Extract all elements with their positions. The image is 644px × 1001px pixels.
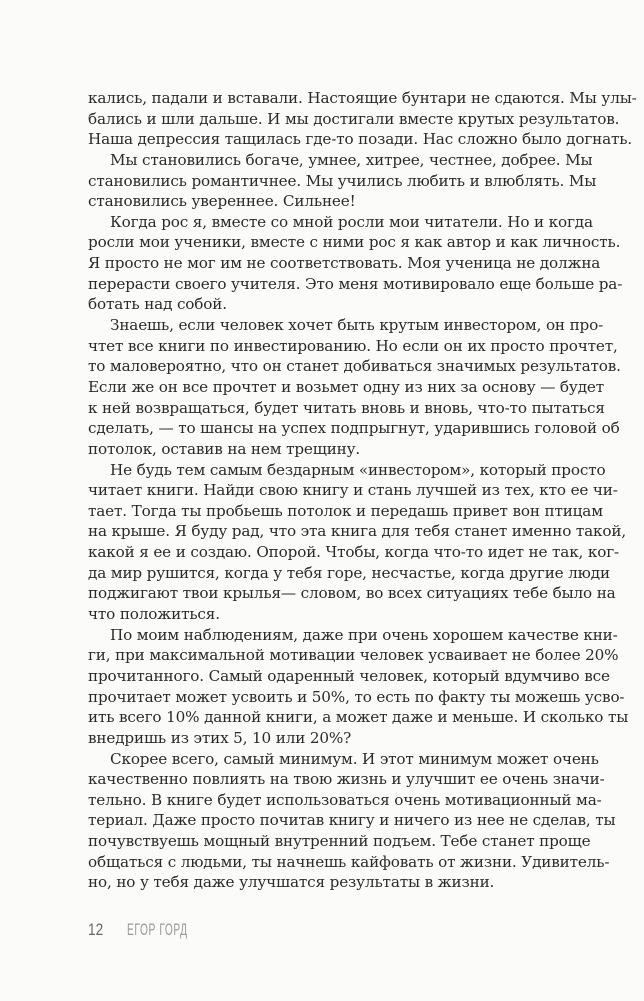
text-line: почувствуешь мощный внутренний подъем. Тебе станет проще	[88, 832, 591, 851]
text-line: общаться с людьми, ты начнешь кайфовать от жизни. Удивитель-	[88, 852, 610, 871]
paragraph	[88, 212, 623, 315]
text-line: то маловероятно, что он станет добиваться значимых результатов.	[88, 357, 621, 376]
text-line: прочитанного. Самый одаренный человек, который вдумчиво все	[88, 666, 610, 685]
text-line: ить всего 10% данной книги, а может даже и меньше. И сколько ты	[88, 708, 629, 727]
text-line: Знаешь, если человек хочет быть крутым инвестором, он про-	[110, 316, 604, 335]
text-line: читает книги. Найди свою книгу и стань лучшей из тех, кто ее чи-	[88, 481, 618, 500]
text-line: Мы становились богаче, умнее, хитрее, честнее, добрее. Мы	[110, 150, 593, 169]
text-line: По моим наблюдениям, даже при очень хорошем качестве кни-	[110, 625, 618, 644]
text-line: тельно. В книге будет использоваться очень мотивационный ма-	[88, 790, 602, 809]
text-line: но, но у тебя даже улучшатся результаты в жизни.	[88, 873, 495, 892]
text-line: сделать, — то шансы на успех подпрыгнут, ударившись головой об	[88, 419, 620, 438]
text-line: да мир рушится, когда у тебя горе, несчастье, когда другие люди	[88, 563, 610, 582]
text-line: Если же он все прочтет и возьмет одну из них за основу — будет	[88, 377, 605, 396]
text-line: становились романтичнее. Мы учились любить и влюблять. Мы	[88, 171, 597, 190]
text-line: какой я ее и создаю. Опорой. Чтобы, когда что-то идет не так, ког-	[88, 543, 620, 562]
paragraph	[88, 460, 627, 625]
paragraph	[88, 625, 629, 749]
text-line: Скорее всего, самый минимум. И этот минимум может очень	[110, 749, 599, 768]
text-line: становились увереннее. Сильнее!	[88, 192, 356, 211]
paragraph	[88, 88, 637, 150]
text-line: потолок, оставив на нем трещину.	[88, 439, 361, 458]
page-footer	[88, 920, 228, 940]
paragraph	[88, 749, 616, 893]
text-line: внедришь из этих 5, 10 или 20%?	[88, 728, 352, 747]
paragraph	[88, 150, 597, 212]
text-line: что положиться.	[88, 605, 220, 624]
text-line: Наша депрессия тащилась где-то позади. Нас сложно было догнать.	[88, 130, 633, 149]
text-line: поджигают твои крылья— словом, во всех ситуациях тебе было на	[88, 584, 616, 603]
text-line: чтет все книги по инвестированию. Но если он их просто прочтет,	[88, 336, 618, 355]
text-line: териал. Даже просто почитав книгу и ничего из нее не сделав, ты	[88, 811, 616, 830]
text-line: бались и шли дальше. И мы достигали вместе крутых результатов.	[88, 109, 620, 128]
text-line: качественно повлиять на твою жизнь и улучшит ее очень значи-	[88, 770, 605, 789]
text-line: ги, при максимальной мотивации человек усваивает не более 20%	[88, 646, 619, 665]
text-line: прочитает может усвоить и 50%, то есть по факту ты можешь усво-	[88, 687, 625, 706]
text-line: тает. Тогда ты пробьешь потолок и передашь привет вон птицам	[88, 501, 603, 520]
text-line: Когда рос я, вместе со мной росли мои читатели. Но и когда	[110, 212, 593, 231]
text-line: кались, падали и вставали. Настоящие бунтари не сдаются. Мы улы-	[88, 89, 637, 107]
running-footer-author: ЕГОР ГОРД	[126, 920, 188, 939]
text-line: Я просто не мог им не соответствовать. Моя ученица не должна	[88, 254, 601, 273]
text-line: к ней возвращаться, будет читать вновь и вновь, что-то пытаться	[88, 398, 605, 417]
paragraph	[88, 315, 621, 459]
text-line: ботать над собой.	[88, 295, 227, 314]
text-line: Не будь тем самым бездарным «инвестором», который просто	[110, 460, 606, 479]
page-body-text	[88, 88, 637, 893]
text-line: перерасти своего учителя. Это меня мотивировало еще больше ра-	[88, 274, 623, 293]
text-line: на крыше. Я буду рад, что эта книга для тебя станет именно такой,	[88, 522, 627, 541]
text-line: росли мои ученики, вместе с ними рос я как автор и как личность.	[88, 233, 621, 252]
page-number: 12	[88, 920, 104, 939]
